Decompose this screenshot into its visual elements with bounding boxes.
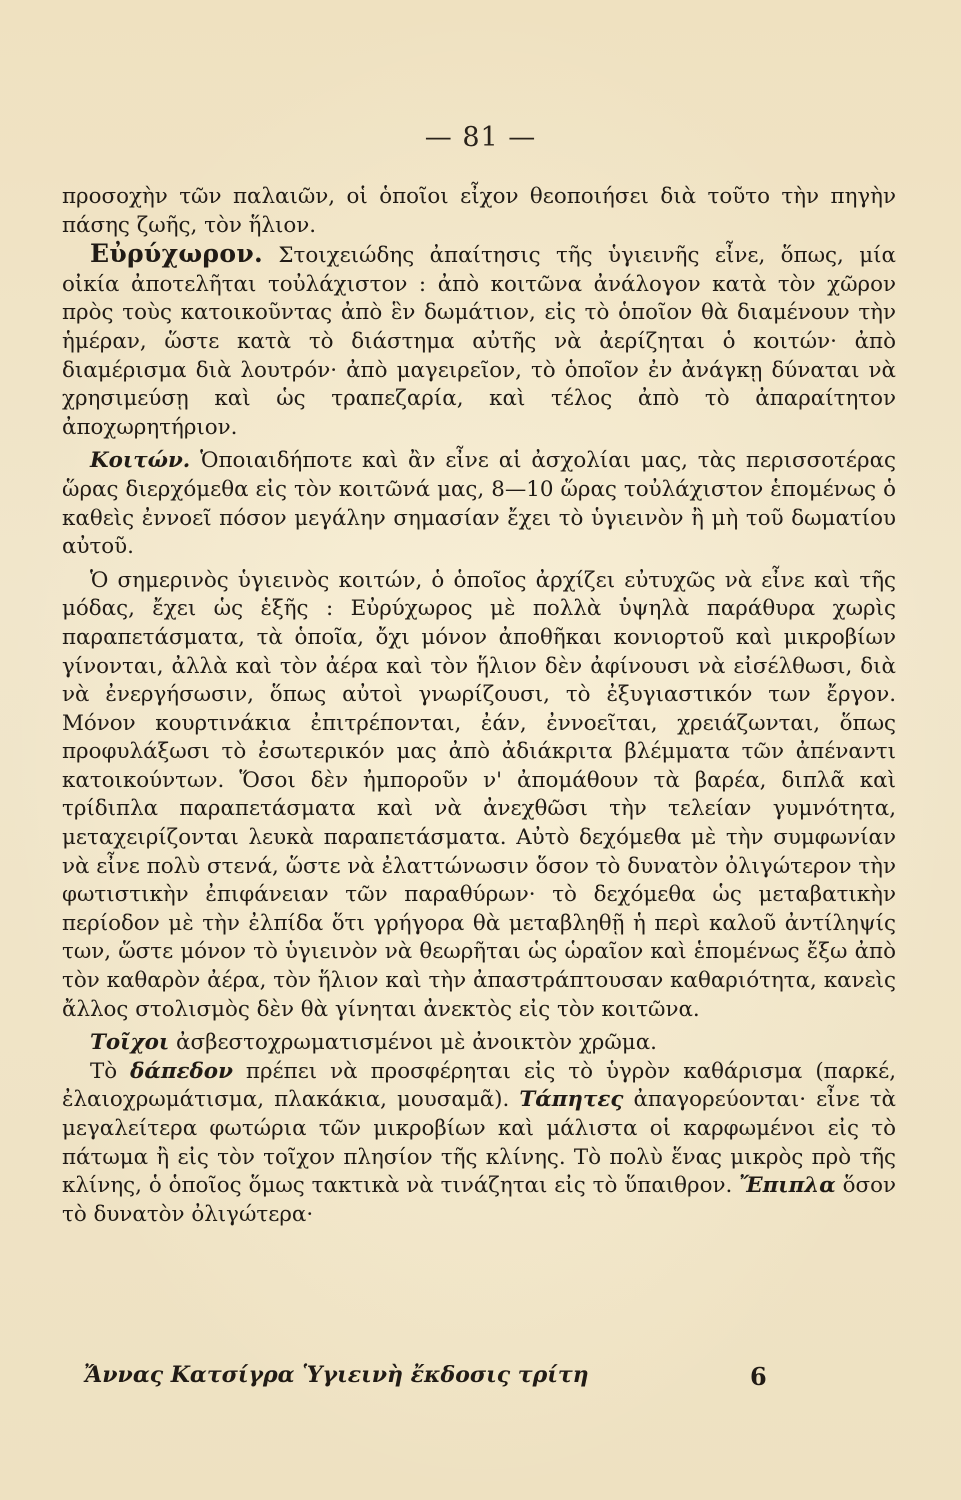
term-floor: δάπεδον bbox=[130, 1058, 233, 1084]
paragraph-floor-text-a: Τὸ bbox=[90, 1058, 131, 1084]
paragraph-walls bbox=[62, 1029, 896, 1058]
paragraph-continuation: προσοχὴν τῶν παλαιῶν, οἱ ὁποῖοι εἶχον θεοποιήσει διὰ τοῦτο τὴν πηγὴν πάσης ζωῆς, τὸν ἥλιον. bbox=[62, 184, 896, 238]
signature-mark: 6 bbox=[750, 1362, 767, 1391]
run-in-heading-bedroom: Κοιτών. bbox=[90, 448, 191, 474]
paragraph-spacious bbox=[62, 240, 896, 442]
body-text bbox=[62, 183, 896, 1229]
paragraph-modern-bedroom: Ὁ σημερινὸς ὑγιεινὸς κοιτών, ὁ ὁποῖος ἀρχίζει εὐτυχῶς νὰ εἶνε καὶ τῆς μόδας, ἔχει ὡς ἑξῆς : Εὐρύχωρος μὲ πολλὰ ὑψηλὰ παράθυρα χωρὶς παραπετάσματα, τὰ ὁποῖα, ὄχι μόνον ἀποθῆκαι κονιορτοῦ καὶ μικροβίων γίνονται, ἀλλὰ καὶ τὸν ἀέρα καὶ τὸν ἥλιον δὲν ἀφίνουσι νὰ εἰσέλθωσι, διὰ νὰ ἐνεργήσωσιν, ὅπως αὐτοὶ γνωρίζουσι, τὸ ἐξυγιαστικόν των ἔργον. Μόνον κουρτινάκια ἐπιτρέπονται, ἐάν, ἐννοεῖται, χρειάζωνται, ὅπως προφυλάξωσι τὸ ἐσωτερικόν μας ἀπὸ ἀδιάκριτα βλέμματα τῶν ἀπέναντι κατοικούντων. Ὅσοι δὲν ἠμποροῦν ν' ἀπομάθουν τὰ βαρέα, διπλᾶ καὶ τρίδιπλα παραπετάσματα καὶ νὰ ἀνεχθῶσι τὴν τελείαν γυμνότητα, μεταχειρίζονται λευκὰ παραπετάσματα. Αὐτὸ δεχόμεθα μὲ τὴν συμφωνίαν νὰ εἶνε πολὺ στενά, ὥστε νὰ ἐλαττώνωσιν ὅσον τὸ δυνατὸν ὀλιγώτερον τὴν φωτιστικὴν ἐπιφάνειαν τῶν παραθύρων· τὸ δεχόμεθα ὡς μεταβατικὴν περίοδον μὲ τὴν ἐλπίδα ὅτι γρήγορα θὰ μεταβληθῇ ἡ περὶ καλοῦ ἀντίληψίς των, ὥστε μόνον τὸ ὑγιεινὸν νὰ θεωρῆται ὡς ὡραῖον καὶ ἑπομένως ἔξω ἀπὸ τὸν καθαρὸν ἀέρα, τὸν ἥλιον καὶ τὴν ἀπαστράπτουσαν καθαριότητα, κανεὶς ἄλλος στολισμὸς δὲν θὰ γίνηται ἀνεκτὸς εἰς τὸν κοιτῶνα. bbox=[62, 567, 896, 1022]
paragraph-floor-text-e: ἀπαγορεύονται· εἶνε τὰ μεγαλείτερα φωτώρια τῶν μικροβίων καὶ μάλιστα οἱ καρφωμένοι εἰς τὸ πάτωμα ἢ εἰς τὸν τοῖχον πλησίον τῆς κλίνης. Τὸ πολὺ ἕνας μικρὸς πρὸ τῆς κλίνης, ὁ ὁποῖος ὅμως τακτικὰ νὰ τινάζηται εἰς τὸ ὕπαιθρον. bbox=[62, 1087, 896, 1199]
footer-book-title: Ἄννας Κατσίγρα Ὑγιεινὴ ἔκδοσις τρίτη bbox=[84, 1362, 589, 1388]
paragraph-walls-text: ἀσβεστοχρωματισμένοι μὲ ἀνοικτὸν χρῶμα. bbox=[169, 1030, 657, 1056]
run-in-heading-spacious: Εὐρύχωρον. bbox=[90, 239, 263, 269]
paragraph-floor-text-g: ὅσον τὸ δυνατὸν ὀλιγώτερα· bbox=[62, 1173, 896, 1227]
paragraph-bedroom bbox=[62, 447, 896, 561]
paragraph-bedroom-text: Ὁποιαιδήποτε καὶ ἂν εἶνε αἱ ἀσχολίαι μας, τὰς περισσοτέρας ὥρας διερχόμεθα εἰς τὸν κοιτῶνά μας, 8—10 ὥρας τοὐλάχιστον ἑπομένως ὁ καθεὶς ἐννοεῖ πόσον μεγάλην σημασίαν ἔχει τὸ ὑγιεινὸν ἢ μὴ τοῦ δωματίου αὐτοῦ. bbox=[62, 448, 896, 560]
term-carpets: Τάπητες bbox=[519, 1087, 624, 1113]
term-furniture: Ἔπιπλα bbox=[739, 1173, 836, 1199]
paragraph-spacious-text: Στοιχειώδης ἀπαίτησις τῆς ὑγιεινῆς εἶνε, ὅπως, μία οἰκία ἀποτελῆται τοὐλάχιστον : ἀπὸ κοιτῶνα ἀνάλογον κατὰ τὸν χῶρον πρὸς τοὺς κατοικοῦντας ἀπὸ ἓν δωμάτιον, εἰς τὸ ὁποῖον θὰ διαμένουν τὴν ἡμέραν, ὥστε κατὰ τὸ διάστημα αὐτῆς νὰ ἀερίζηται ὁ κοιτών· ἀπὸ διαμέρισμα διὰ λουτρόν· ἀπὸ μαγειρεῖον, τὸ ὁποῖον ἐν ἀνάγκῃ δύναται νὰ χρησιμεύσῃ καὶ ὡς τραπεζαρία, καὶ τέλος ἀπὸ τὸ ἀπαραίτητον ἀποχωρητήριον. bbox=[62, 243, 896, 440]
paragraph-floor bbox=[62, 1058, 896, 1230]
page-number: — 81 — bbox=[424, 122, 537, 153]
run-in-heading-walls: Τοῖχοι bbox=[90, 1030, 170, 1056]
paragraph-floor-text-c: πρέπει νὰ προσφέρηται εἰς τὸ ὑγρὸν καθάρισμα (παρκέ, ἐλαιοχρωμάτισμα, πλακάκια, μουσαμᾶ). bbox=[62, 1058, 896, 1113]
